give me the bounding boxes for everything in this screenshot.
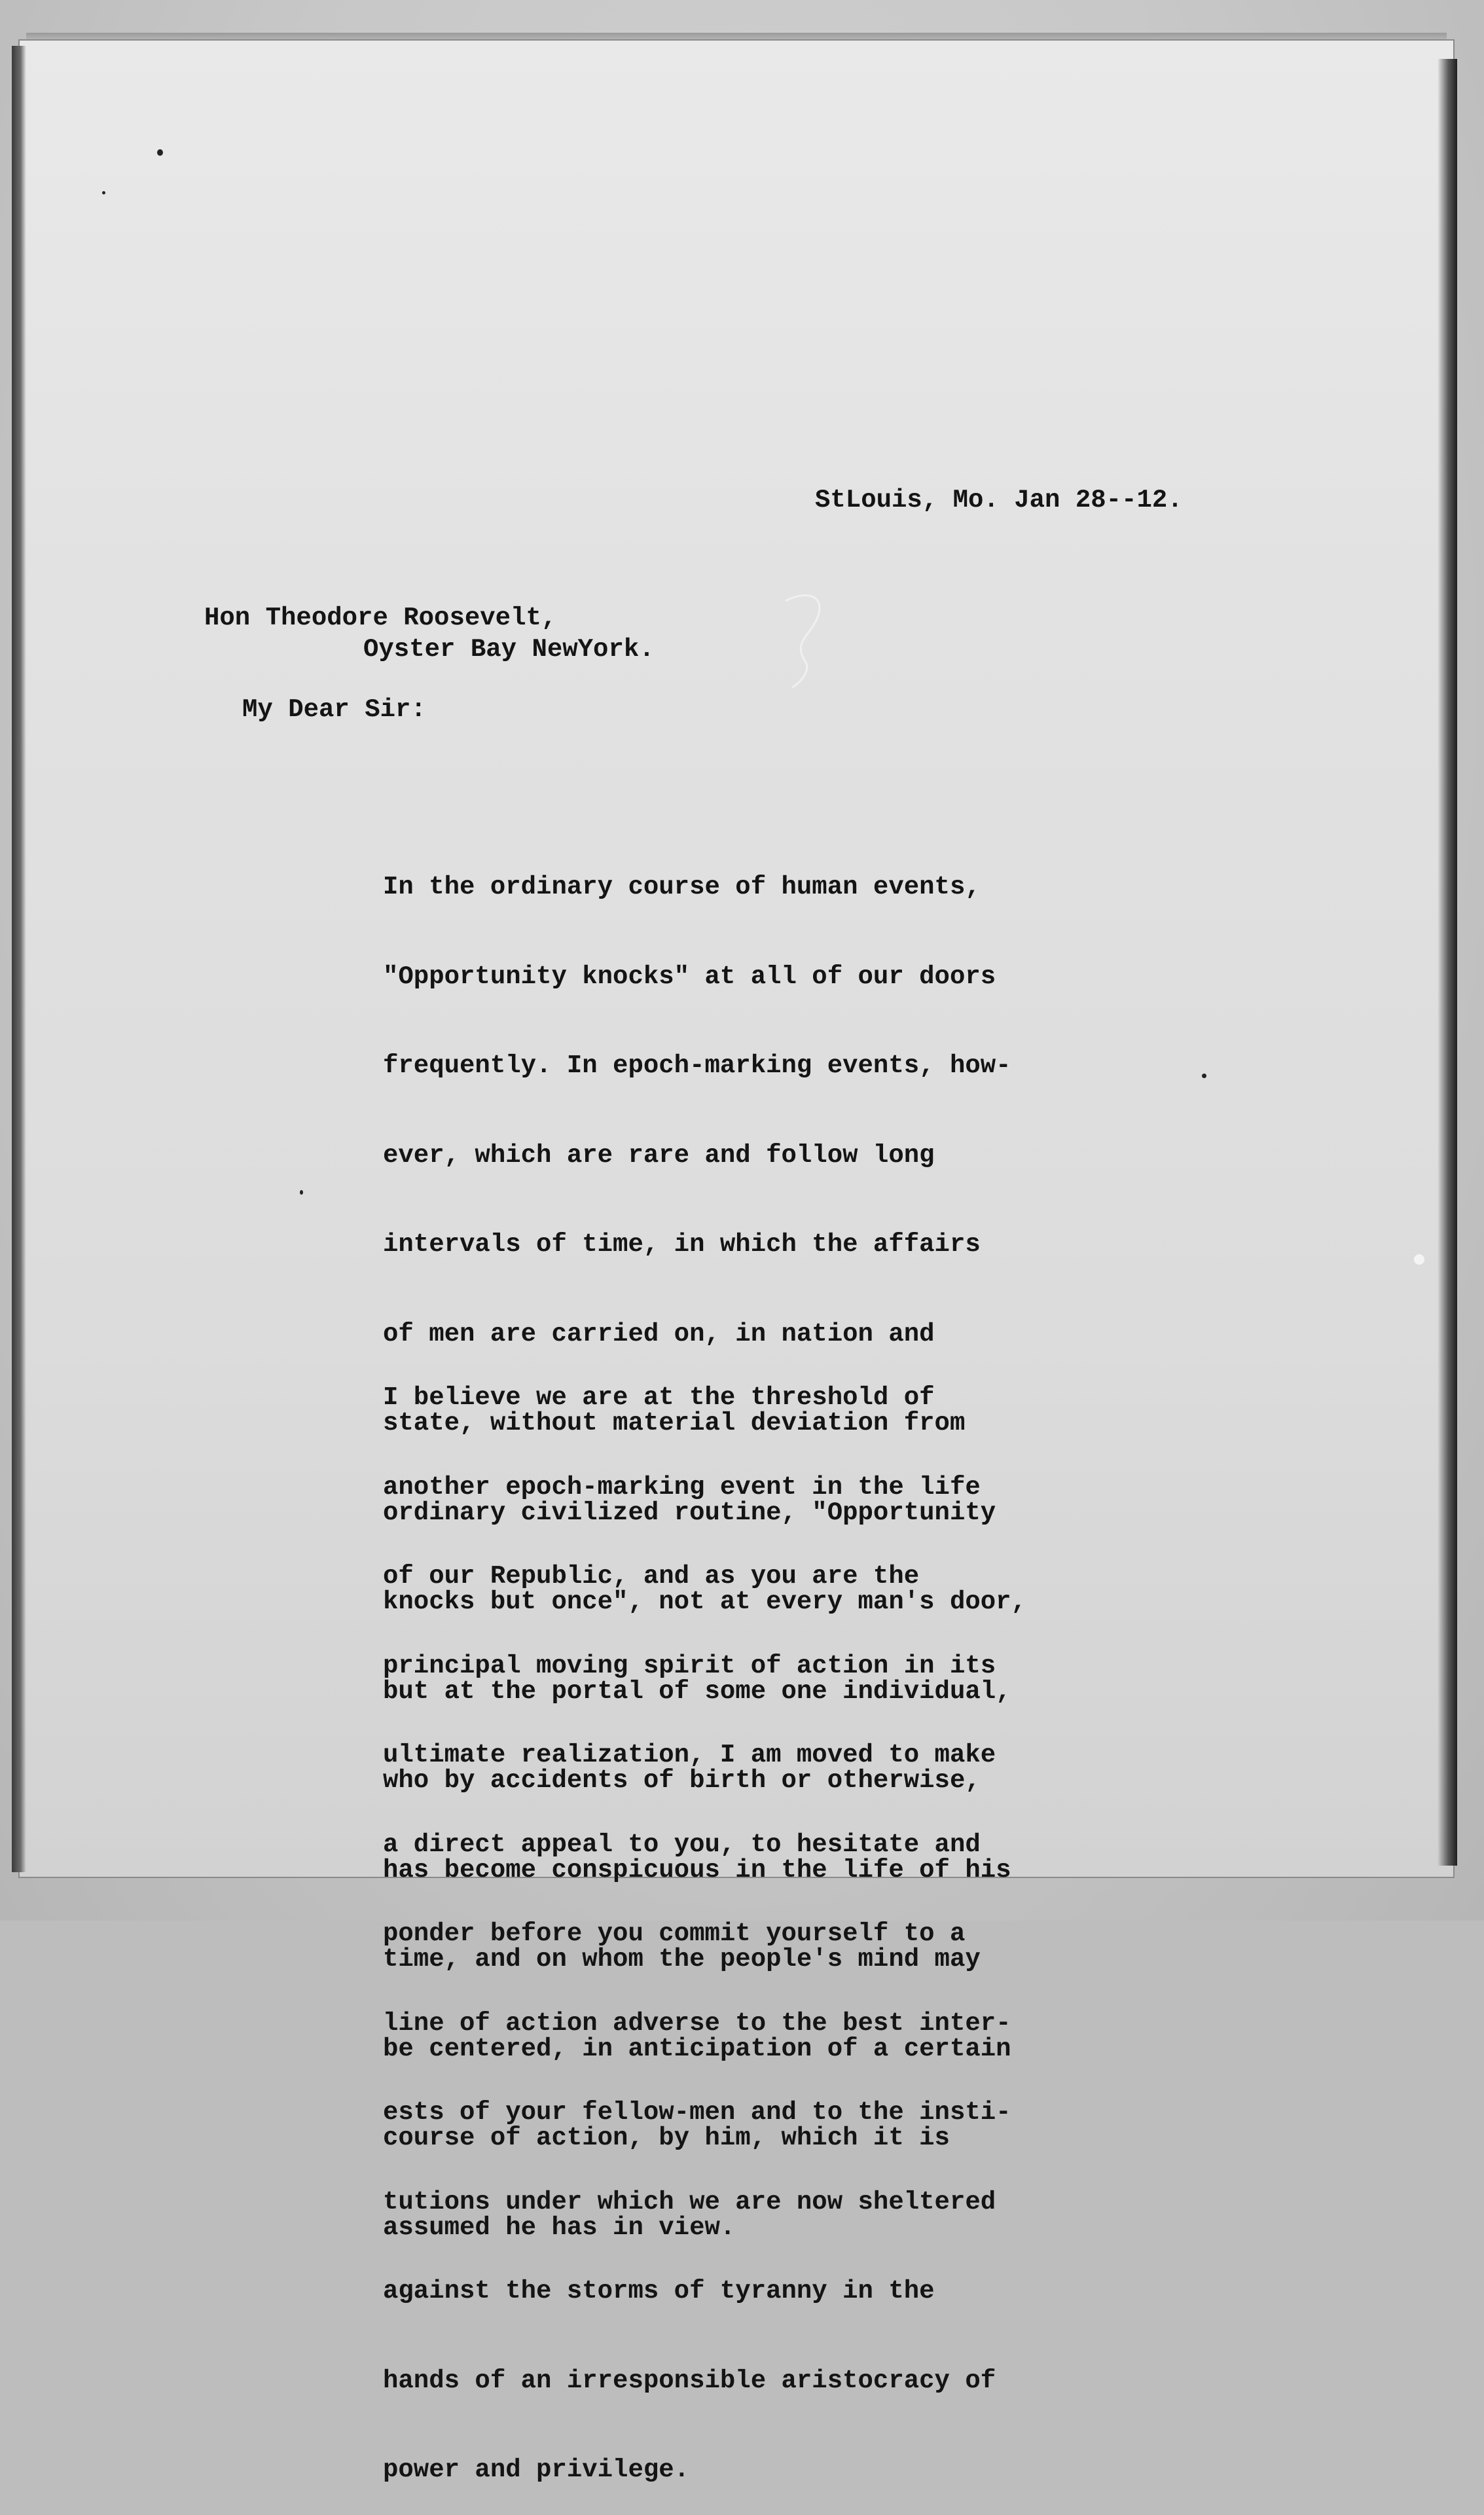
recipient-name: Hon Theodore Roosevelt, xyxy=(204,604,557,632)
text-line: frequently. In epoch-marking events, how- xyxy=(383,1051,1011,1080)
text-line: intervals of time, in which the affairs xyxy=(383,1230,981,1259)
salutation: My Dear Sir: xyxy=(242,695,426,724)
text-line: principal moving spirit of action in its xyxy=(383,1651,996,1680)
page-right-shadow xyxy=(1438,59,1457,1866)
text-line: In the ordinary course of human events, xyxy=(383,873,981,901)
pencil-mark xyxy=(772,589,851,694)
text-line: "Opportunity knocks" at all of our doors xyxy=(383,962,996,991)
text-line: state, without material deviation from xyxy=(383,1409,966,1438)
text-line: line of action adverse to the best inter- xyxy=(383,2008,1011,2038)
scan-speck xyxy=(1202,1074,1206,1078)
text-line: time, and on whom the people's mind may xyxy=(383,1945,981,1974)
scan-speck xyxy=(1414,1254,1424,1265)
text-line: ever, which are rare and follow long xyxy=(383,1140,935,1170)
scan-speck xyxy=(300,1190,303,1195)
text-line: course of action, by him, which it is xyxy=(383,2124,950,2152)
text-line: but at the portal of some one individual, xyxy=(383,1676,1011,1706)
text-line: has become conspicuous in the life of his xyxy=(383,1855,1011,1885)
text-line: another epoch-marking event in the life xyxy=(383,1472,981,1502)
text-line: of men are carried on, in nation and xyxy=(383,1319,935,1348)
text-line: ests of your fellow-men and to the insti- xyxy=(383,2098,1011,2127)
text-line: tutions under which we are now sheltered xyxy=(383,2187,996,2216)
text-line: knocks but once", not at every man's door, xyxy=(383,1587,1026,1616)
page-left-shadow xyxy=(12,46,26,1872)
text-line: ordinary civilized routine, "Opportunity xyxy=(383,1498,996,1527)
text-line: of our Republic, and as you are the xyxy=(383,1562,920,1591)
letter-dateline: StLouis, Mo. Jan 28--12. xyxy=(815,486,1183,515)
body-paragraph-2 xyxy=(383,1324,1011,2515)
text-line: hands of an irresponsible aristocracy of xyxy=(383,2366,996,2395)
text-line: a direct appeal to you, to hesitate and xyxy=(383,1830,981,1859)
text-line: power and privilege. xyxy=(383,2455,690,2484)
text-line: against the storms of tyranny in the xyxy=(383,2277,935,2306)
text-line: ultimate realization, I am moved to make xyxy=(383,1741,996,1769)
text-line: ponder before you commit yourself to a xyxy=(383,1919,966,1948)
text-line: assumed he has in view. xyxy=(383,2213,736,2242)
text-line: who by accidents of birth or otherwise, xyxy=(383,1766,981,1795)
scan-speck xyxy=(102,191,105,194)
text-line: be centered, in anticipation of a certain xyxy=(383,2034,1011,2063)
recipient-address: Oyster Bay NewYork. xyxy=(363,635,655,664)
text-line: I believe we are at the threshold of xyxy=(383,1383,935,1412)
scan-speck xyxy=(157,149,163,156)
